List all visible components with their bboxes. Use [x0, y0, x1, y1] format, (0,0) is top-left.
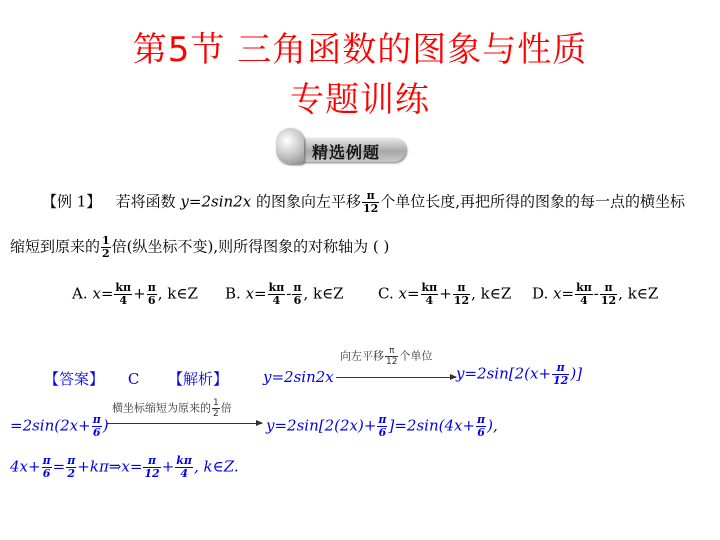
scroll-icon — [276, 128, 304, 164]
step-5: 4x+ $\frac{\pi}{6}$ = $\frac{\pi}{2}$ +kπ⇒x= $\frac{\pi}{12}$ + $\frac{k\pi}{4}$ , k∈Z. — [10, 454, 239, 480]
answer-tag: 【答案】 — [44, 370, 105, 388]
option-d[interactable]: D. x= $\frac{k\pi}{4}$ - $\frac{\pi}{12}$ , k∈Z — [532, 281, 659, 307]
answer-block — [44, 368, 228, 389]
example-line-2: 缩短到原来的 $\frac{1}{2}$ 倍(纵坐标不变),则所得图象的对称轴为 ( ) — [10, 234, 390, 260]
example-tag: 【例 1】 — [42, 192, 102, 211]
step-4: y=2sin[2(2x)+ $\frac{\pi}{6}$ ]=2sin(4x+ $\frac{\pi}{6}$ ), — [266, 413, 498, 439]
answer-value: C — [127, 370, 140, 388]
option-c[interactable]: C. x= $\frac{k\pi}{4}$ + $\frac{\pi}{12}$ , k∈Z — [378, 281, 512, 307]
page-subtitle: 专题训练 — [290, 80, 430, 120]
section-badge — [272, 126, 408, 166]
arrow-2 — [106, 423, 262, 424]
badge-label: 精选例题 — [312, 143, 381, 162]
arrow-1-label: 向左平移 $\frac{\pi}{12}$ 个单位 — [340, 346, 433, 367]
arrow-2-label: 横坐标缩短为原来的 $\frac{1}{2}$ 倍 — [112, 398, 232, 419]
example-line-1: 【例 1】 若将函数 y=2sin2x 的图象向左平移 $\frac{\pi}{12}$ 个单位长度,再把所得的图象的每一点的横坐标 — [42, 189, 686, 215]
step-1: y=2sin2x — [263, 368, 334, 386]
option-a[interactable]: A. x= $\frac{k\pi}{4}$ + $\frac{\pi}{6}$ , k∈Z — [72, 281, 198, 307]
step-2: y=2sin[2(x+ $\frac{\pi}{12}$ )] — [456, 361, 583, 387]
page-title: 第5节 三角函数的图象与性质 — [132, 30, 588, 70]
step-3: =2sin(2x+ $\frac{\pi}{6}$ ) — [10, 413, 109, 439]
arrow-1 — [336, 377, 456, 378]
analysis-tag: 【解析】 — [167, 370, 228, 388]
option-b[interactable]: B. x= $\frac{k\pi}{4}$ - $\frac{\pi}{6}$ , k∈Z — [225, 281, 344, 307]
